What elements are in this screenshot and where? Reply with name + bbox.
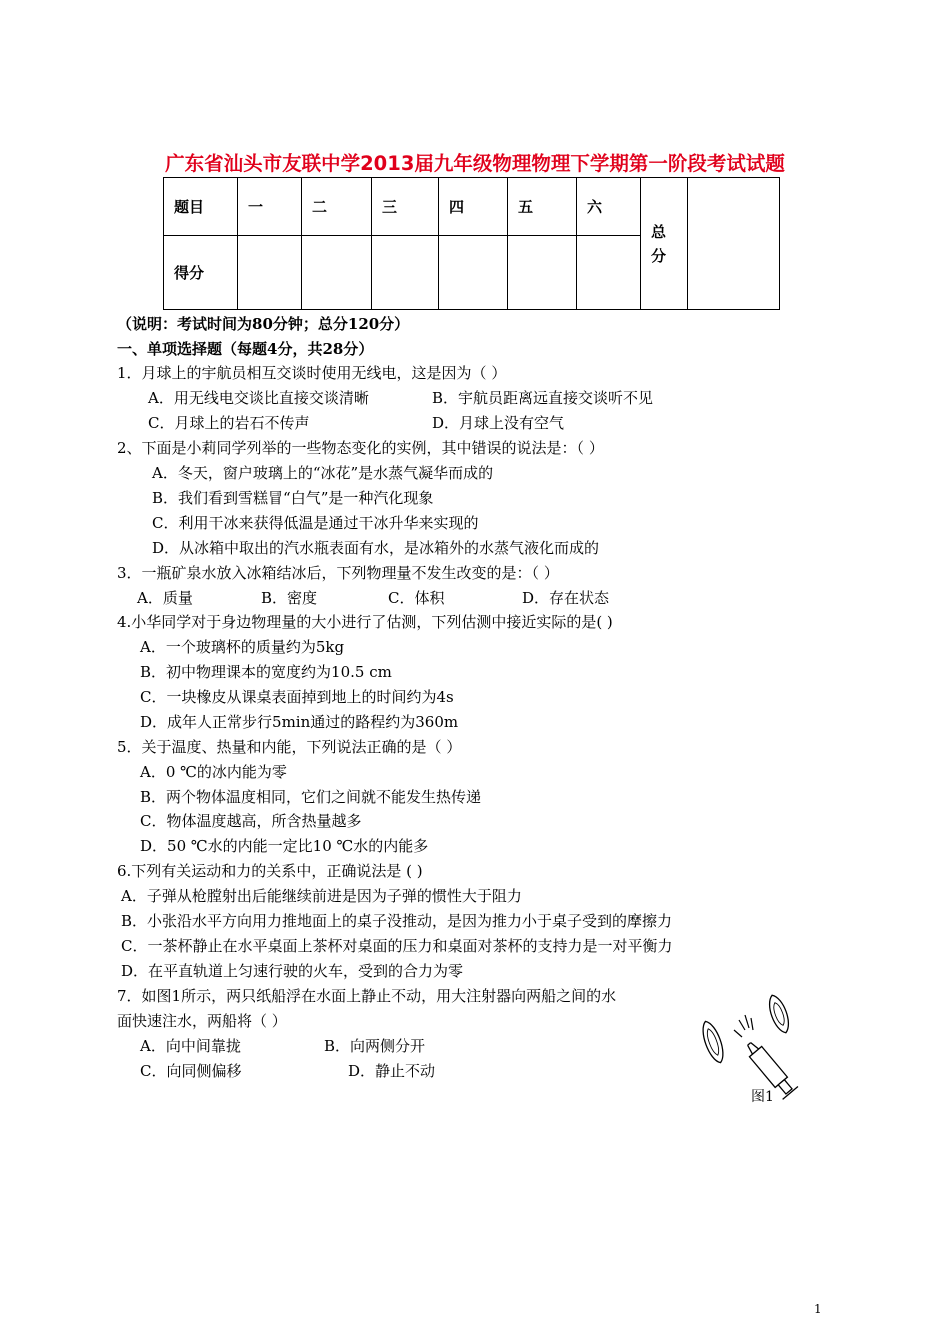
exam-title: 广东省汕头市友联中学2013届九年级物理物理下学期第一阶段考试试题 xyxy=(165,152,785,175)
water-spray-lines xyxy=(734,1015,753,1037)
score-cell-3 xyxy=(372,236,439,310)
q3-option-c: C．体积 xyxy=(388,589,445,607)
q6-option-b: B．小张沿水平方向用力推地面上的桌子没推动，是因为推力小于桌子受到的摩擦力 xyxy=(121,912,673,930)
q5-stem: 5．关于温度、热量和内能，下列说法正确的是（ ） xyxy=(117,738,462,756)
q4-option-c: C．一块橡皮从课桌表面掉到地上的时间约为4s xyxy=(140,688,454,706)
q7-option-a: A．向中间靠拢 xyxy=(140,1037,241,1055)
q3-stem: 3．一瓶矿泉水放入冰箱结冰后，下列物理量不发生改变的是：（ ） xyxy=(117,564,559,582)
score-table-col-3: 三 xyxy=(372,178,439,236)
score-cell-5 xyxy=(508,236,577,310)
q7-option-c: C．向同侧偏移 xyxy=(140,1062,242,1080)
section-1-heading: 一、单项选择题（每题4分，共28分） xyxy=(117,340,374,358)
score-table-col-6: 六 xyxy=(577,178,641,236)
q5-option-b: B．两个物体温度相同，它们之间就不能发生热传递 xyxy=(140,788,482,806)
q5-option-c: C．物体温度越高，所含热量越多 xyxy=(140,812,362,830)
q1-option-b: B．宇航员距离远直接交谈听不见 xyxy=(432,389,654,407)
q1-stem: 1．月球上的宇航员相互交谈时使用无线电，这是因为（ ） xyxy=(117,364,507,382)
q7-option-b: B．向两侧分开 xyxy=(324,1037,426,1055)
left-boat-shape xyxy=(698,1019,727,1065)
score-table-col-5: 五 xyxy=(508,178,577,236)
q6-option-d: D．在平直轨道上匀速行驶的火车，受到的合力为零 xyxy=(121,962,464,980)
q2-option-b: B．我们看到雪糕冒“白气”是一种汽化现象 xyxy=(152,489,434,507)
q2-option-d: D．从冰箱中取出的汽水瓶表面有水，是冰箱外的水蒸气液化而成的 xyxy=(152,539,600,557)
score-cell-2 xyxy=(302,236,372,310)
q6-option-a: A．子弹从枪膛射出后能继续前进是因为子弹的惯性大于阻力 xyxy=(121,887,522,905)
q1-option-d: D．月球上没有空气 xyxy=(432,414,565,432)
q3-option-b: B．密度 xyxy=(261,589,318,607)
q2-stem: 2、下面是小莉同学列举的一些物态变化的实例，其中错误的说法是：（ ） xyxy=(117,439,604,457)
score-table xyxy=(163,177,780,310)
q7-stem-line-1: 7．如图1所示，两只纸船浮在水面上静止不动，用大注射器向两船之间的水 xyxy=(117,987,617,1005)
score-table-col-2: 二 xyxy=(302,178,372,236)
exam-note: （说明：考试时间为80分钟；总分120分） xyxy=(117,315,410,333)
q4-option-a: A．一个玻璃杯的质量约为5kg xyxy=(140,638,345,656)
score-table-total-label-2: 分 xyxy=(651,246,667,265)
q7-option-d: D．静止不动 xyxy=(348,1062,436,1080)
q1-option-a: A．用无线电交谈比直接交谈清晰 xyxy=(148,389,369,407)
q5-option-a: A．0 ℃的冰内能为零 xyxy=(140,763,287,781)
score-cell-4 xyxy=(439,236,508,310)
q5-option-d: D．50 ℃水的内能一定比10 ℃水的内能多 xyxy=(140,837,429,855)
q4-stem: 4.小华同学对于身边物理量的大小进行了估测，下列估测中接近实际的是( ) xyxy=(117,613,613,631)
score-table-row-label: 题目 xyxy=(164,178,238,236)
score-table-col-4: 四 xyxy=(439,178,508,236)
page-number: 1 xyxy=(814,1302,822,1316)
q4-option-b: B．初中物理课本的宽度约为10.5 cm xyxy=(140,663,392,681)
q2-option-a: A．冬天，窗户玻璃上的“冰花”是水蒸气凝华而成的 xyxy=(152,464,494,482)
q3-option-d: D．存在状态 xyxy=(522,589,610,607)
right-boat-shape xyxy=(765,993,793,1036)
score-table-total-label xyxy=(641,178,688,310)
q1-option-c: C．月球上的岩石不传声 xyxy=(148,414,310,432)
score-cell-6 xyxy=(577,236,641,310)
score-table-total-cell xyxy=(688,178,780,310)
q7-stem-line-2: 面快速注水，两船将（ ） xyxy=(117,1012,287,1030)
score-table-score-label: 得分 xyxy=(164,236,238,310)
q3-option-a: A．质量 xyxy=(137,589,193,607)
q4-option-d: D．成年人正常步行5min通过的路程约为360m xyxy=(140,713,459,731)
q6-stem: 6.下列有关运动和力的关系中，正确说法是 ( ) xyxy=(117,862,423,880)
q2-option-c: C．利用干冰来获得低温是通过干冰升华来实现的 xyxy=(152,514,479,532)
score-table-col-1: 一 xyxy=(238,178,302,236)
figure-1-caption: 图1 xyxy=(751,1089,774,1105)
score-table-total-label-1: 总 xyxy=(651,222,667,241)
q6-option-c: C．一茶杯静止在水平桌面上茶杯对桌面的压力和桌面对茶杯的支持力是一对平衡力 xyxy=(121,937,673,955)
score-cell-1 xyxy=(238,236,302,310)
